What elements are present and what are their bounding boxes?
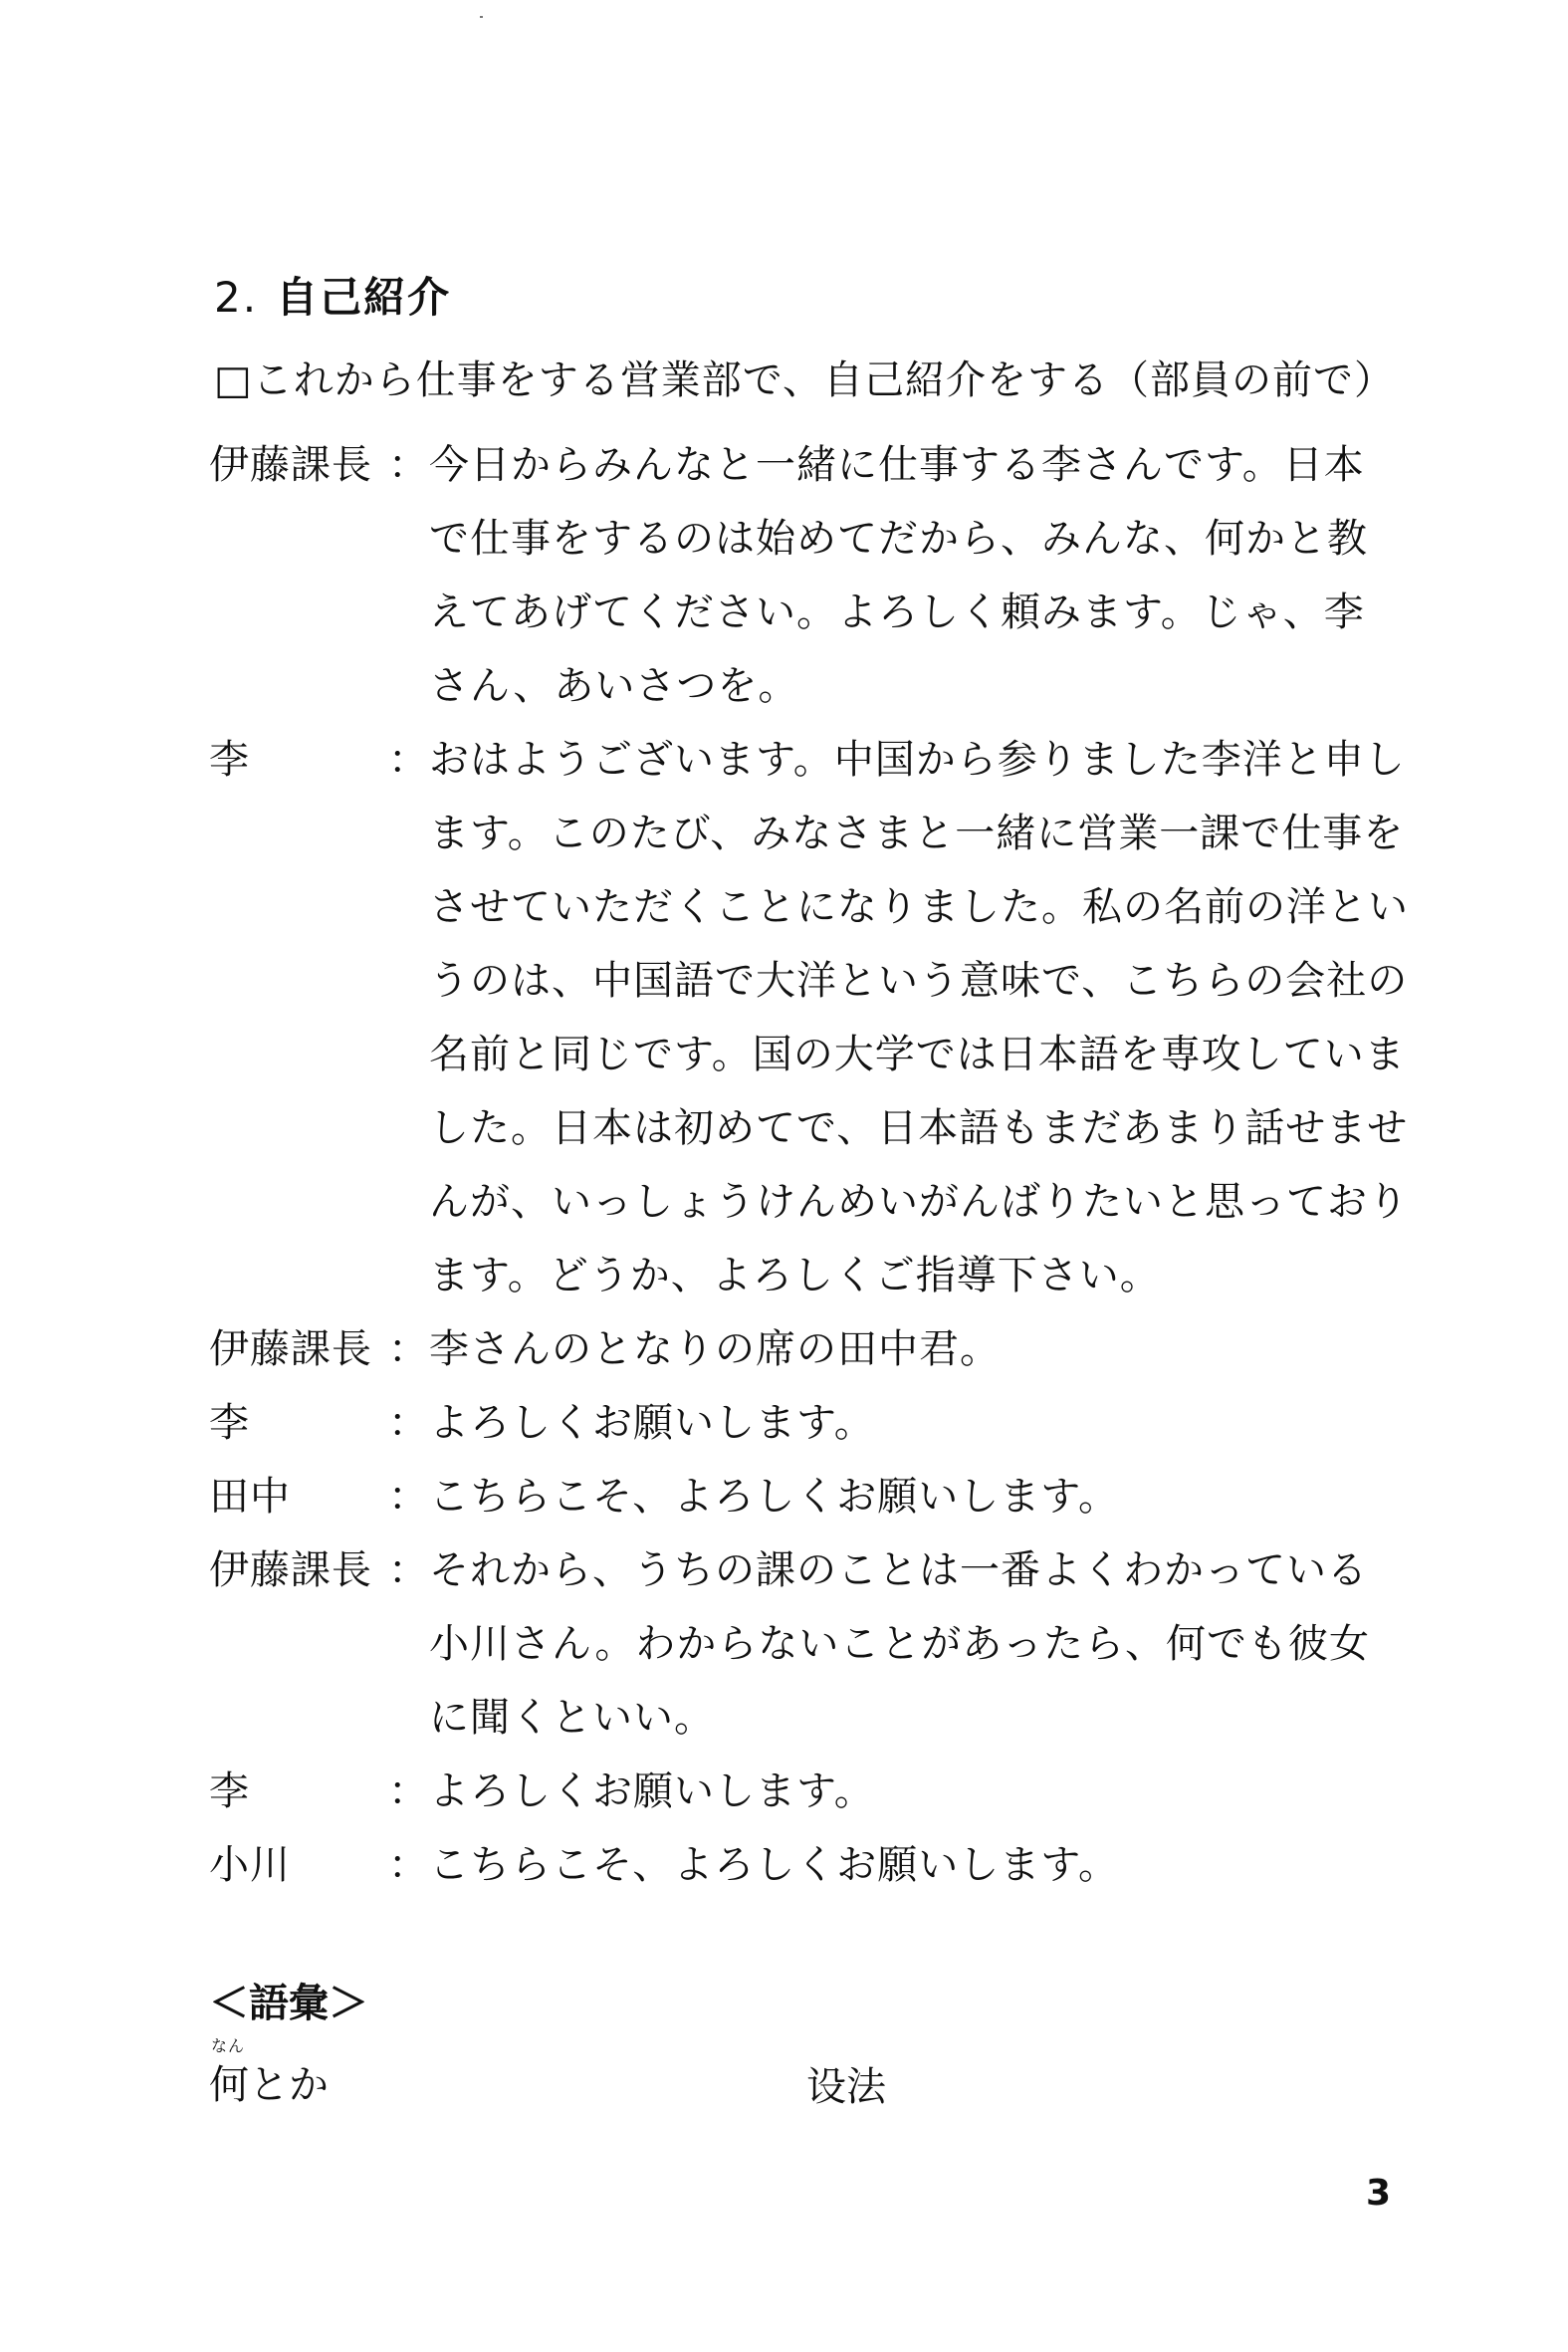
speech-line: に聞くといい。 xyxy=(429,1695,715,1741)
speech-text xyxy=(429,1460,1445,1533)
speaker-name: 小川 xyxy=(209,1842,291,1888)
speech-text xyxy=(429,1755,1445,1828)
dialogue xyxy=(209,428,1454,1902)
vocabulary-item xyxy=(209,2031,1304,2111)
speech-line: 小川さん。わからないことがあったら、何でも彼女 xyxy=(429,1621,1370,1667)
dialogue-turn xyxy=(209,428,1454,723)
speech-line: えてあげてください。よろしく頼みます。じゃ、李 xyxy=(429,589,1365,635)
scan-speck xyxy=(480,16,483,18)
speech-text xyxy=(429,1533,1445,1755)
speaker-colon: ： xyxy=(388,1400,429,1446)
speech-line: 李さんのとなりの席の田中君。 xyxy=(429,1326,1001,1372)
dialogue-turn xyxy=(209,1533,1454,1755)
speech-line: おはようございます。中国から参りました李洋と申し xyxy=(429,737,1406,783)
dialogue-turn xyxy=(209,1386,1454,1460)
speech-line: よろしくお願いします。 xyxy=(429,1768,875,1814)
speech-line: さん、あいさつを。 xyxy=(429,663,799,709)
speaker-colon: ： xyxy=(388,1842,429,1888)
speaker-colon: ： xyxy=(388,1547,429,1593)
speech-text xyxy=(429,723,1445,1312)
speech-text xyxy=(429,1386,1445,1460)
section-title xyxy=(214,273,452,322)
speech-text xyxy=(429,1828,1445,1902)
speech-text xyxy=(429,428,1445,723)
speech-line: した。日本は初めてで、日本語もまだあまり話せませ xyxy=(429,1105,1409,1151)
speech-text xyxy=(429,1312,1445,1386)
dialogue-turn xyxy=(209,1460,1454,1533)
dialogue-turn xyxy=(209,1755,1454,1828)
speech-line: うのは、中国語で大洋という意味で、こちらの会社の xyxy=(429,958,1409,1004)
page-number: 3 xyxy=(1366,2173,1392,2214)
speech-line: こちらこそ、よろしくお願いします。 xyxy=(429,1474,1119,1520)
speech-line: で仕事をするのは始めてだから、みんな、何かと教 xyxy=(429,516,1368,562)
speech-line: ます。どうか、よろしくご指導下さい。 xyxy=(429,1253,1161,1298)
speaker-colon: ： xyxy=(388,737,429,783)
speaker-colon: ： xyxy=(388,442,429,488)
scene-description: □これから仕事をする営業部で、自己紹介をする（部員の前で） xyxy=(214,357,1395,403)
speech-line: んが、いっしょうけんめいがんばりたいと思っており xyxy=(429,1179,1409,1225)
speaker-colon: ： xyxy=(388,1768,429,1814)
speaker-name: 李 xyxy=(209,1768,250,1814)
speech-line: 名前と同じです。国の大学では日本語を専攻していま xyxy=(429,1032,1406,1077)
speaker-name: 李 xyxy=(209,1400,250,1446)
speech-line: ます。このたび、みなさまと一緒に営業一課で仕事を xyxy=(429,811,1405,856)
section-title-text: 自己紹介 xyxy=(276,273,452,322)
vocabulary-term-text: 何とか xyxy=(209,2062,329,2108)
speech-line: させていただくことになりました。私の名前の洋とい xyxy=(429,884,1409,930)
vocabulary-heading: ＜語彙＞ xyxy=(209,1981,368,2026)
dialogue-turn xyxy=(209,1828,1454,1902)
speaker-name: 伊藤課長 xyxy=(209,1547,372,1593)
speech-line: よろしくお願いします。 xyxy=(429,1400,875,1446)
speaker-name: 伊藤課長 xyxy=(209,1326,372,1372)
speaker-colon: ： xyxy=(388,1326,429,1372)
speech-line: 今日からみんなと一緒に仕事する李さんです。日本 xyxy=(429,442,1365,488)
speech-line: こちらこそ、よろしくお願いします。 xyxy=(429,1842,1119,1888)
dialogue-turn xyxy=(209,723,1454,1312)
vocabulary-meaning: 设法 xyxy=(806,2064,886,2110)
speech-line: それから、うちの課のことは一番よくわかっている xyxy=(429,1547,1368,1593)
speaker-name: 李 xyxy=(209,737,250,783)
speaker-name: 伊藤課長 xyxy=(209,442,372,488)
dialogue-turn xyxy=(209,1312,1454,1386)
section-number: 2. xyxy=(214,273,259,322)
speaker-colon: ： xyxy=(388,1474,429,1520)
furigana-reading: なん xyxy=(211,2036,246,2055)
vocabulary-term xyxy=(209,2036,329,2110)
speaker-name: 田中 xyxy=(209,1474,291,1520)
